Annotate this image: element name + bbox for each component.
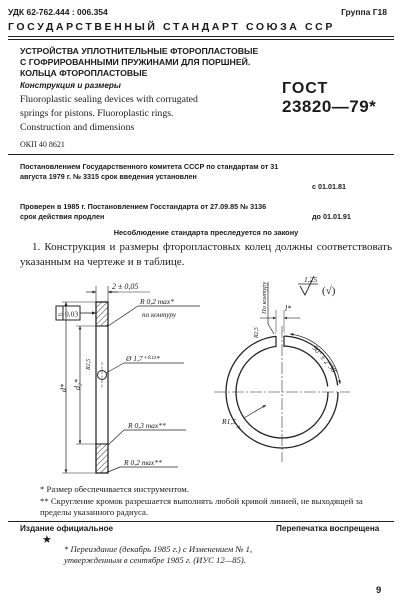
title-en-line-2: springs for pistons. Fluoroplastic rings. bbox=[20, 108, 174, 119]
clause-1: 1. Конструкция и размеры фторопластовых колец должны соответствовать указанным на чертеже и в таблице. bbox=[20, 241, 392, 268]
ring-section-view bbox=[56, 282, 200, 473]
technical-drawing bbox=[0, 262, 401, 482]
document-title bbox=[20, 46, 265, 133]
contour-note: по контуру bbox=[142, 311, 177, 319]
reissue-line-1: * Переиздание (декабрь 1985 г.) с Изменением № 1, bbox=[64, 544, 253, 554]
ring-top-radius-label: R2,5 bbox=[254, 327, 260, 338]
title-ru-line-3: КОЛЬЦА ФТОРОПЛАСТОВЫЕ bbox=[20, 68, 148, 78]
gost-designation bbox=[282, 80, 392, 117]
contour-vertical-note: По контуру bbox=[261, 281, 268, 314]
standard-title: ГОСУДАРСТВЕННЫЙ СТАНДАРТ СОЮЗА ССР bbox=[8, 21, 335, 33]
page-number: 9 bbox=[376, 585, 382, 596]
width-dimension: 2 ± 0,05 bbox=[112, 282, 139, 291]
footer-rule bbox=[8, 521, 394, 522]
flatness-symbol: ▱ bbox=[58, 310, 64, 319]
gost-label: ГОСТ bbox=[282, 80, 329, 97]
reissue-note bbox=[64, 544, 394, 566]
udk-code: УДК 62-762.444 : 006.354 bbox=[8, 7, 108, 17]
title-en-line-1: Fluoroplastic sealing devices with corrugated bbox=[20, 94, 198, 105]
extension-text: Проверен в 1985 г. Постановлением Госстандарта от 27.09.85 № 3136 срок действия продлен bbox=[20, 202, 267, 221]
ring-plan-view bbox=[214, 275, 350, 462]
footnote-2: ** Скругление кромок разрешается выполнять любой кривой линией, не выходящей за пределы указанного радиуса. bbox=[40, 496, 363, 517]
okp-rule bbox=[8, 154, 394, 155]
title-ru-line-2: С ГОФРИРОВАННЫМИ ПРУЖИНАМИ ДЛЯ ПОРШНЕЙ. bbox=[20, 57, 251, 67]
hole-radius-label: R2,5 bbox=[86, 358, 92, 370]
gost-number: 23820—79* bbox=[282, 97, 377, 116]
diameter-d-label: d* bbox=[59, 384, 68, 392]
ring-inner-radius-label: R1,5 bbox=[222, 417, 236, 426]
title-en-line-3: Construction and dimensions bbox=[20, 122, 135, 133]
footnote-1: * Размер обеспечивается инструментом. bbox=[40, 484, 189, 494]
contour-radius-label: R 0,2 max* bbox=[140, 297, 174, 306]
diameter-d2-label: d₂* bbox=[73, 379, 82, 390]
hole-diameter-label: Ø 1,7⁺⁰·¹²* bbox=[126, 354, 160, 363]
roughness-value: 1,25 bbox=[304, 275, 318, 284]
okp-code: ОКП 40 8621 bbox=[20, 140, 65, 149]
noncompliance-notice: Несоблюдение стандарта преследуется по закону bbox=[113, 228, 299, 237]
roughness-paren: (√) bbox=[322, 285, 336, 297]
decree-text: Постановлением Государственного комитета СССР по стандартам от 31 августа 1979 г. № 3315 срок введения установлен bbox=[20, 162, 279, 181]
header-rule-thin bbox=[8, 39, 394, 40]
header-rule bbox=[8, 36, 394, 37]
extension-date: до 01.01.91 bbox=[312, 212, 351, 221]
decree-date: с 01.01.81 bbox=[312, 182, 346, 191]
reprint-prohibited: Перепечатка воспрещена bbox=[276, 524, 380, 533]
bottom-radius-label-2: R 0,2 max** bbox=[124, 458, 162, 467]
reissue-line-2: утвержденным в сентябре 1985 г. (ИУС 12—85). bbox=[64, 555, 246, 565]
title-ru-line-1: УСТРОЙСТВА УПЛОТНИТЕЛЬНЫЕ ФТОРОПЛАСТОВЫЕ bbox=[20, 46, 259, 56]
bottom-radius-label-1: R 0,3 max** bbox=[128, 421, 166, 430]
official-edition: Издание официальное bbox=[20, 524, 114, 533]
angle-dimension: 90° ± 2°30' bbox=[310, 343, 340, 376]
title-subtitle: Конструкция и размеры bbox=[20, 81, 121, 90]
length-l-label: l* bbox=[285, 304, 292, 313]
group-code: Группа Г18 bbox=[341, 7, 387, 17]
flatness-value: 0,03 bbox=[65, 309, 79, 319]
star-icon: ★ bbox=[42, 534, 52, 546]
ring-inner-radius-tolerance: -1 bbox=[236, 425, 241, 431]
